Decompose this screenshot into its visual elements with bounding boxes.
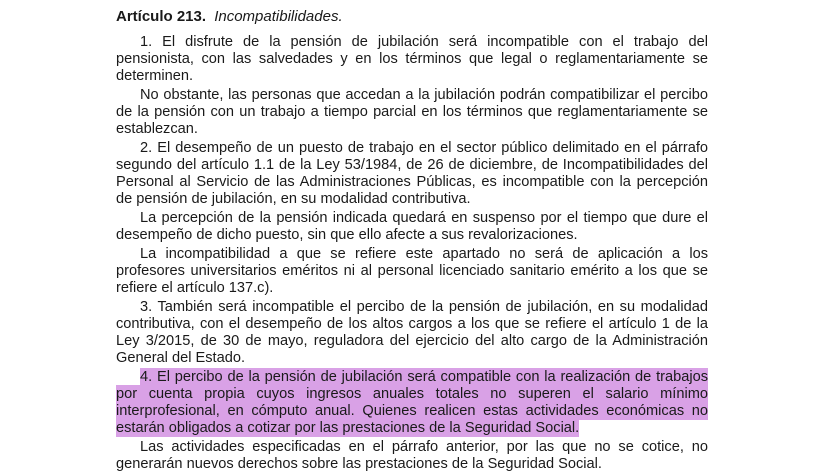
paragraph-2-exception: La incompatibilidad a que se refiere este apartado no será de aplicación a los profesores universitarios eméritos ni al personal licenciado sanitario emérito a los que se refiere el artículo 137.c). [116,246,708,296]
paragraph-1: 1. El disfrute de la pensión de jubilación será incompatible con el trabajo del pensionista, con las salvedades y en los términos que legal o reglamentariamente se determinen. [116,34,708,84]
article-heading [116,7,708,26]
article-title: Incompatibilidades. [214,8,343,25]
highlighted-text: 4. El percibo de la pensión de jubilación será compatible con la realización de trabajos por cuenta propia cuyos ingresos anuales totales no superen el salario mínimo interprofesional, en cómputo anual. Quienes realicen estas actividades económicas no estarán obligados a cotizar por las prestaciones de la Seguridad Social. [116,369,708,436]
paragraph-4-highlighted [116,369,708,437]
paragraph-4-extension: Las actividades especificadas en el párrafo anterior, por las que no se cotice, no generarán nuevos derechos sobre las prestaciones de la Seguridad Social. [116,439,708,472]
paragraph-1-extension: No obstante, las personas que accedan a la jubilación podrán compatibilizar el percibo de la pensión con un trabajo a tiempo parcial en los términos que reglamentariamente se establezcan. [116,87,708,137]
paragraph-3: 3. También será incompatible el percibo de la pensión de jubilación, en su modalidad contributiva, con el desempeño de los altos cargos a los que se refiere el artículo 1 de la Ley 3/2015, de 30 de mayo, reguladora del ejercicio del alto cargo de la Administración General del Estado. [116,299,708,366]
article-number: Artículo 213. [116,8,207,25]
paragraph-2: 2. El desempeño de un puesto de trabajo en el sector público delimitado en el párrafo segundo del artículo 1.1 de la Ley 53/1984, de 26 de diciembre, de Incompatibilidades del Personal al Servicio de las Administraciones Públicas, es incompatible con la percepción de pensión de jubilación, en su modalidad contributiva. [116,140,708,207]
paragraph-2-suspension: La percepción de la pensión indicada quedará en suspenso por el tiempo que dure el desempeño de dicho puesto, sin que ello afecte a sus revalorizaciones. [116,210,708,243]
article-body [116,7,708,475]
